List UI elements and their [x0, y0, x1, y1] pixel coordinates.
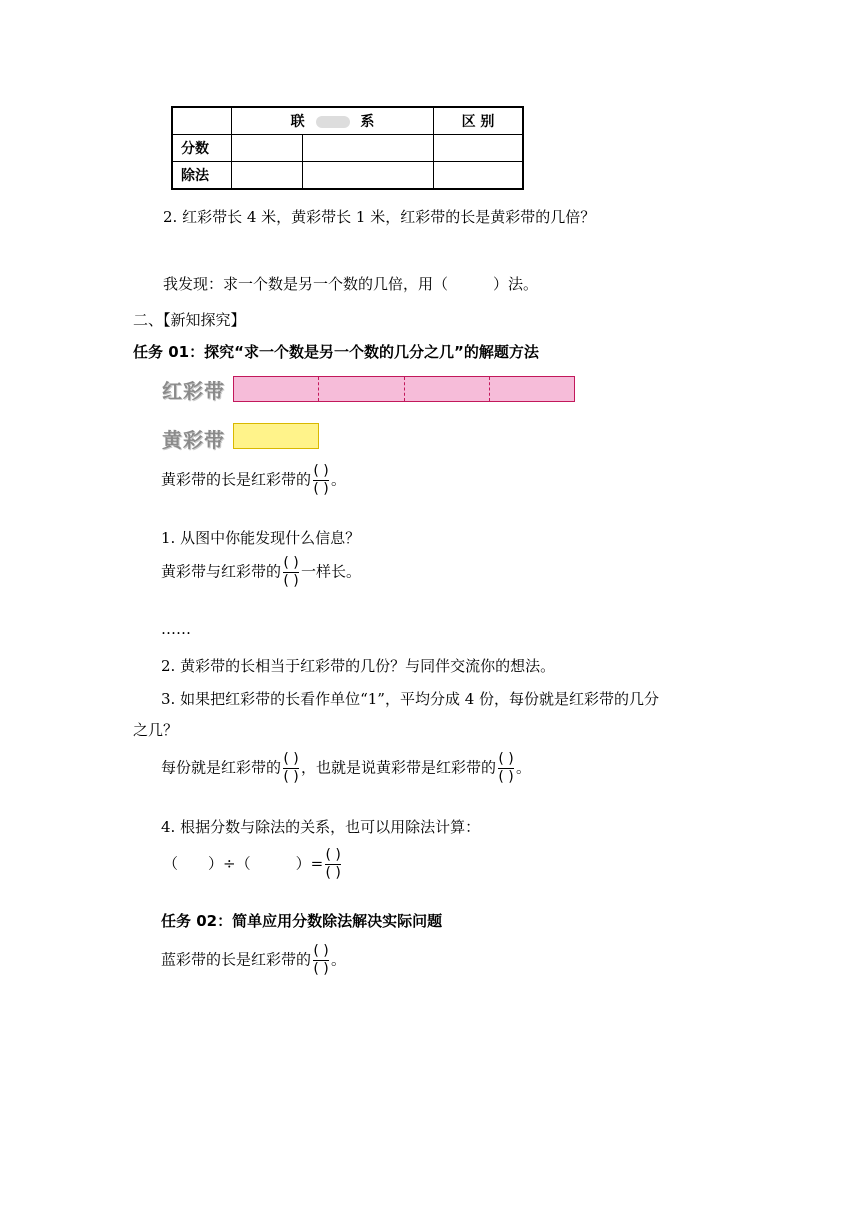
question-1: 1. 从图中你能发现什么信息？ [161, 529, 361, 547]
red-ribbon-segment [490, 377, 574, 401]
blank-fraction: $\frac{( )}{( )}$ [283, 751, 299, 785]
red-ribbon-segment [234, 377, 319, 401]
line-each-part: 每份就是红彩带的 $\frac{( )}{( )}$ ，也就是说黄彩带是红彩带的 $\frac{( )}{( )}$ 。 [161, 751, 532, 785]
task-2-title: 任务 02：简单应用分数除法解决实际问题 [161, 912, 443, 930]
discovery-line: 我发现：求一个数是另一个数的几倍，用（ ）法。 [163, 275, 539, 293]
line-equal-length: 黄彩带与红彩带的 $\frac{( )}{( )}$ 一样长。 [161, 555, 362, 589]
section-title: 二、【新知探究】 [133, 311, 246, 329]
question-3-line1: 3. 如果把红彩带的长看作单位“1”，平均分成 4 份，每份就是红彩带的几分 [161, 690, 660, 708]
header-diff: 区 别 [434, 107, 524, 135]
row-label-fraction: 分数 [172, 135, 232, 162]
blank-fraction: $\frac{( )}{( )}$ [325, 847, 341, 881]
question-4: 4. 根据分数与除法的关系，也可以用除法计算： [161, 818, 481, 836]
red-ribbon-bar [233, 376, 575, 402]
yellow-ribbon-label: 黄彩带 [162, 428, 225, 452]
blot-mark [316, 116, 350, 128]
row-label-division: 除法 [172, 162, 232, 190]
line-blue-fraction: 蓝彩带的长是红彩带的 $\frac{( )}{( )}$ 。 [161, 943, 347, 977]
red-ribbon-label: 红彩带 [162, 379, 225, 403]
blank-fraction: $\frac{( )}{( )}$ [283, 555, 299, 589]
header-link: 联 系 [232, 107, 434, 135]
blank-fraction: $\frac{( )}{( )}$ [498, 751, 514, 785]
line-yellow-fraction: 黄彩带的长是红彩带的 $\frac{( )}{( )}$ 。 [161, 463, 347, 497]
comparison-table [171, 106, 524, 190]
yellow-ribbon-bar [233, 423, 319, 449]
task-1-title: 任务 01：探究“求一个数是另一个数的几分之几”的解题方法 [133, 343, 539, 361]
red-ribbon-segment [405, 377, 490, 401]
question-2: 2. 红彩带长 4 米，黄彩带长 1 米，红彩带的长是黄彩带的几倍？ [163, 208, 596, 226]
red-ribbon-segment [319, 377, 404, 401]
question-3-line2: 之几？ [133, 721, 179, 739]
blank-fraction: $\frac{( )}{( )}$ [313, 463, 329, 497]
division-expression: （ ）÷（ ）= $\frac{( )}{( )}$ [163, 847, 341, 881]
ellipsis: …… [161, 620, 191, 638]
blank-fraction: $\frac{( )}{( )}$ [313, 943, 329, 977]
question-2b: 2. 黄彩带的长相当于红彩带的几份？与同伴交流你的想法。 [161, 657, 556, 675]
